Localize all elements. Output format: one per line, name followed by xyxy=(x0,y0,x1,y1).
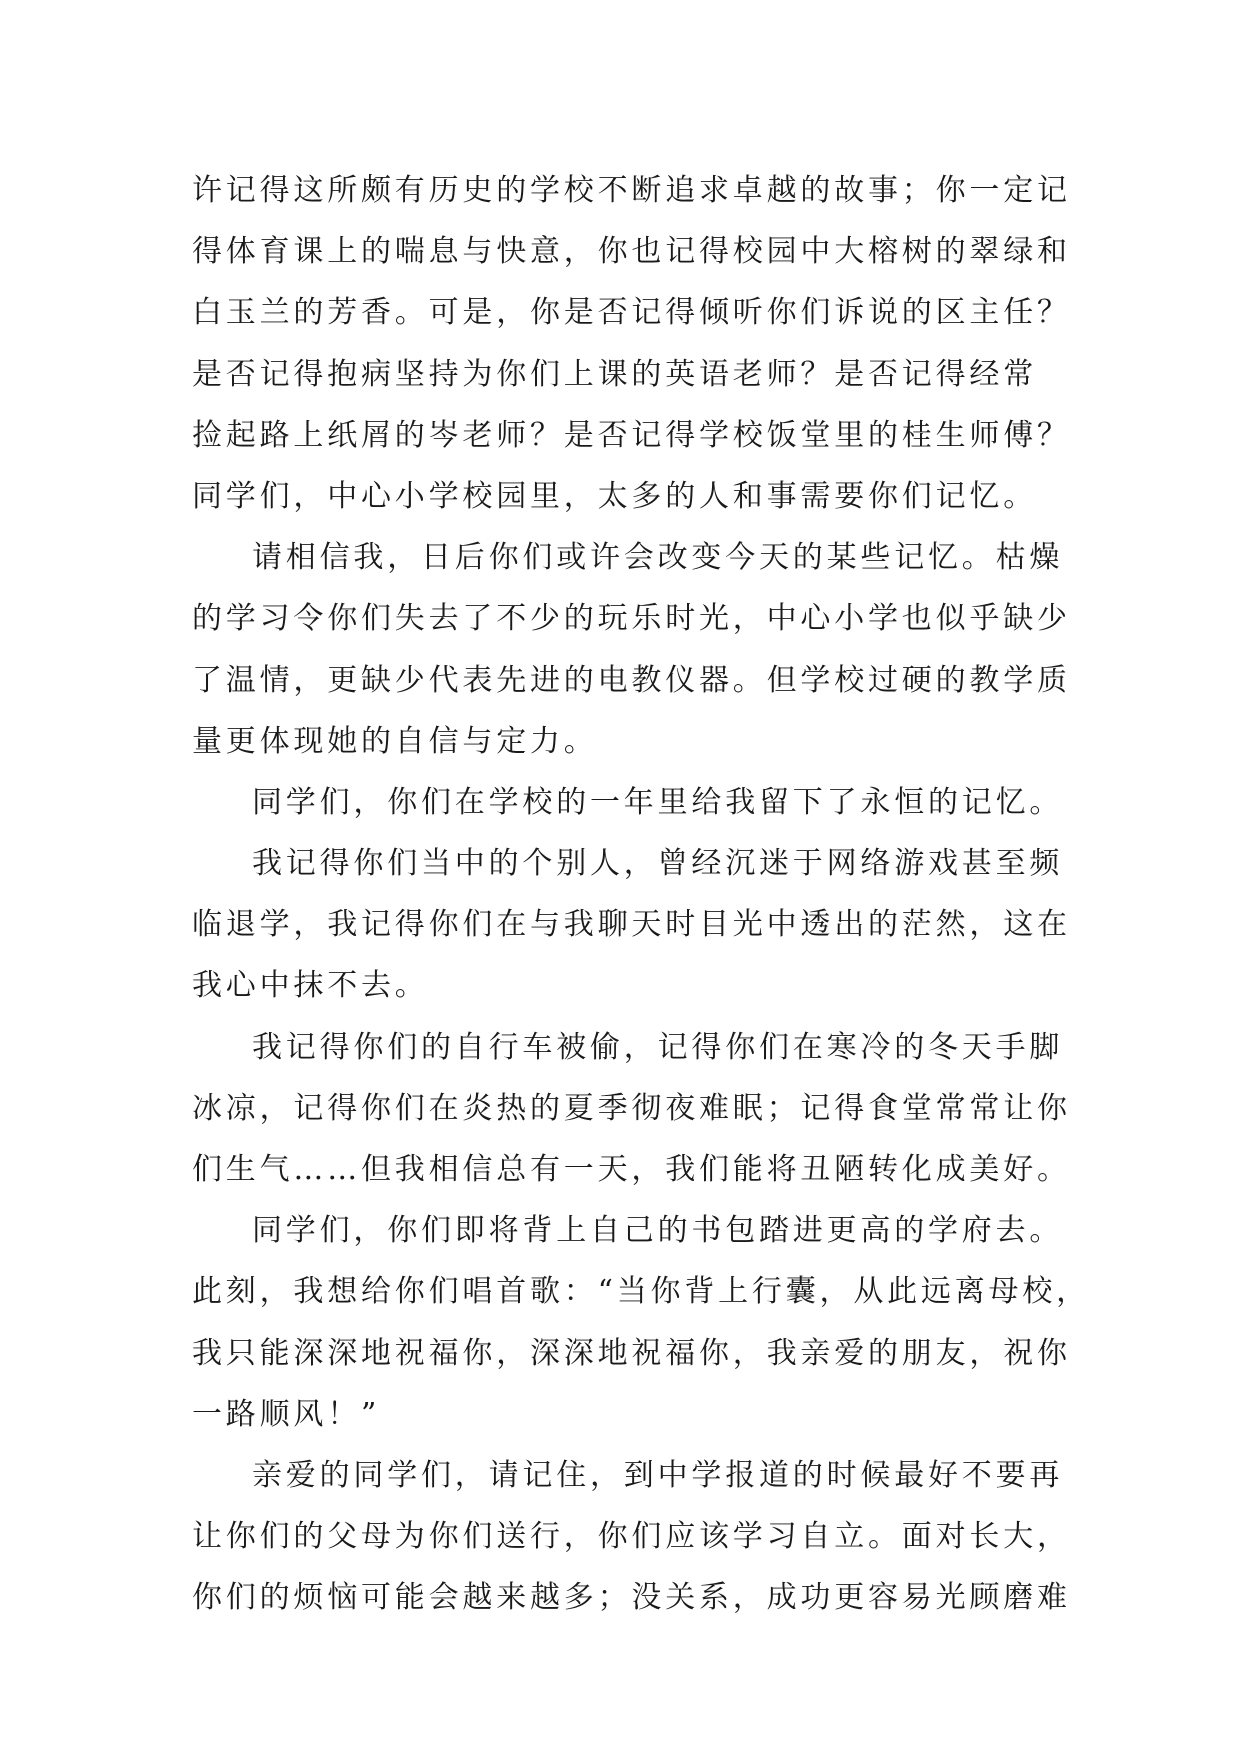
text-line: 得体育课上的喘息与快意，你也记得校园中大榕树的翠绿和 xyxy=(192,234,1071,270)
text-line: 我只能深深地祝福你，深深地祝福你，我亲爱的朋友，祝你 xyxy=(192,1335,1071,1371)
paragraph-start-line: 我记得你们当中的个别人，曾经沉迷于网络游戏甚至频 xyxy=(252,846,1064,882)
paragraph-start-line: 我记得你们的自行车被偷，记得你们在寒冷的冬天手脚 xyxy=(252,1029,1064,1065)
text-line: 量更体现她的自信与定力。 xyxy=(192,723,598,759)
text-line: 是否记得抱病坚持为你们上课的英语老师？是否记得经常 xyxy=(192,356,1037,392)
text-line: 了温情，更缺少代表先进的电教仪器。但学校过硬的教学质 xyxy=(192,662,1071,698)
text-line: 捡起路上纸屑的岑老师？是否记得学校饭堂里的桂生师傅？ xyxy=(192,417,1071,453)
text-line: 我心中抹不去。 xyxy=(192,968,429,1004)
paragraph-start-line: 请相信我，日后你们或许会改变今天的某些记忆。枯燥 xyxy=(252,540,1064,576)
body-text xyxy=(192,160,1090,1629)
text-line: 的学习令你们失去了不少的玩乐时光，中心小学也似乎缺少 xyxy=(192,601,1071,637)
text-line: 同学们，中心小学校园里，太多的人和事需要你们记忆。 xyxy=(192,478,1037,514)
text-line: 让你们的父母为你们送行，你们应该学习自立。面对长大， xyxy=(192,1519,1071,1555)
text-line: 此刻，我想给你们唱首歌：“当你背上行囊，从此远离母校， xyxy=(192,1274,1090,1310)
text-line: 一路顺风！” xyxy=(192,1396,381,1432)
text-line: 冰凉，记得你们在炎热的夏季彻夜难眠；记得食堂常常让你 xyxy=(192,1090,1071,1126)
paragraph-start-line: 同学们，你们在学校的一年里给我留下了永恒的记忆。 xyxy=(252,784,1064,820)
text-line: 们生气……但我相信总有一天，我们能将丑陋转化成美好。 xyxy=(192,1152,1071,1187)
text-line: 白玉兰的芳香。可是，你是否记得倾听你们诉说的区主任？ xyxy=(192,295,1071,331)
text-line: 许记得这所颇有历史的学校不断追求卓越的故事；你一定记 xyxy=(192,173,1071,208)
paragraph-start-line: 亲爱的同学们，请记住，到中学报道的时候最好不要再 xyxy=(252,1457,1064,1493)
paragraph-start-line: 同学们，你们即将背上自己的书包踏进更高的学府去。 xyxy=(252,1213,1064,1249)
text-line: 你们的烦恼可能会越来越多；没关系，成功更容易光顾磨难 xyxy=(192,1580,1071,1616)
text-line: 临退学，我记得你们在与我聊天时目光中透出的茫然，这在 xyxy=(192,907,1071,943)
